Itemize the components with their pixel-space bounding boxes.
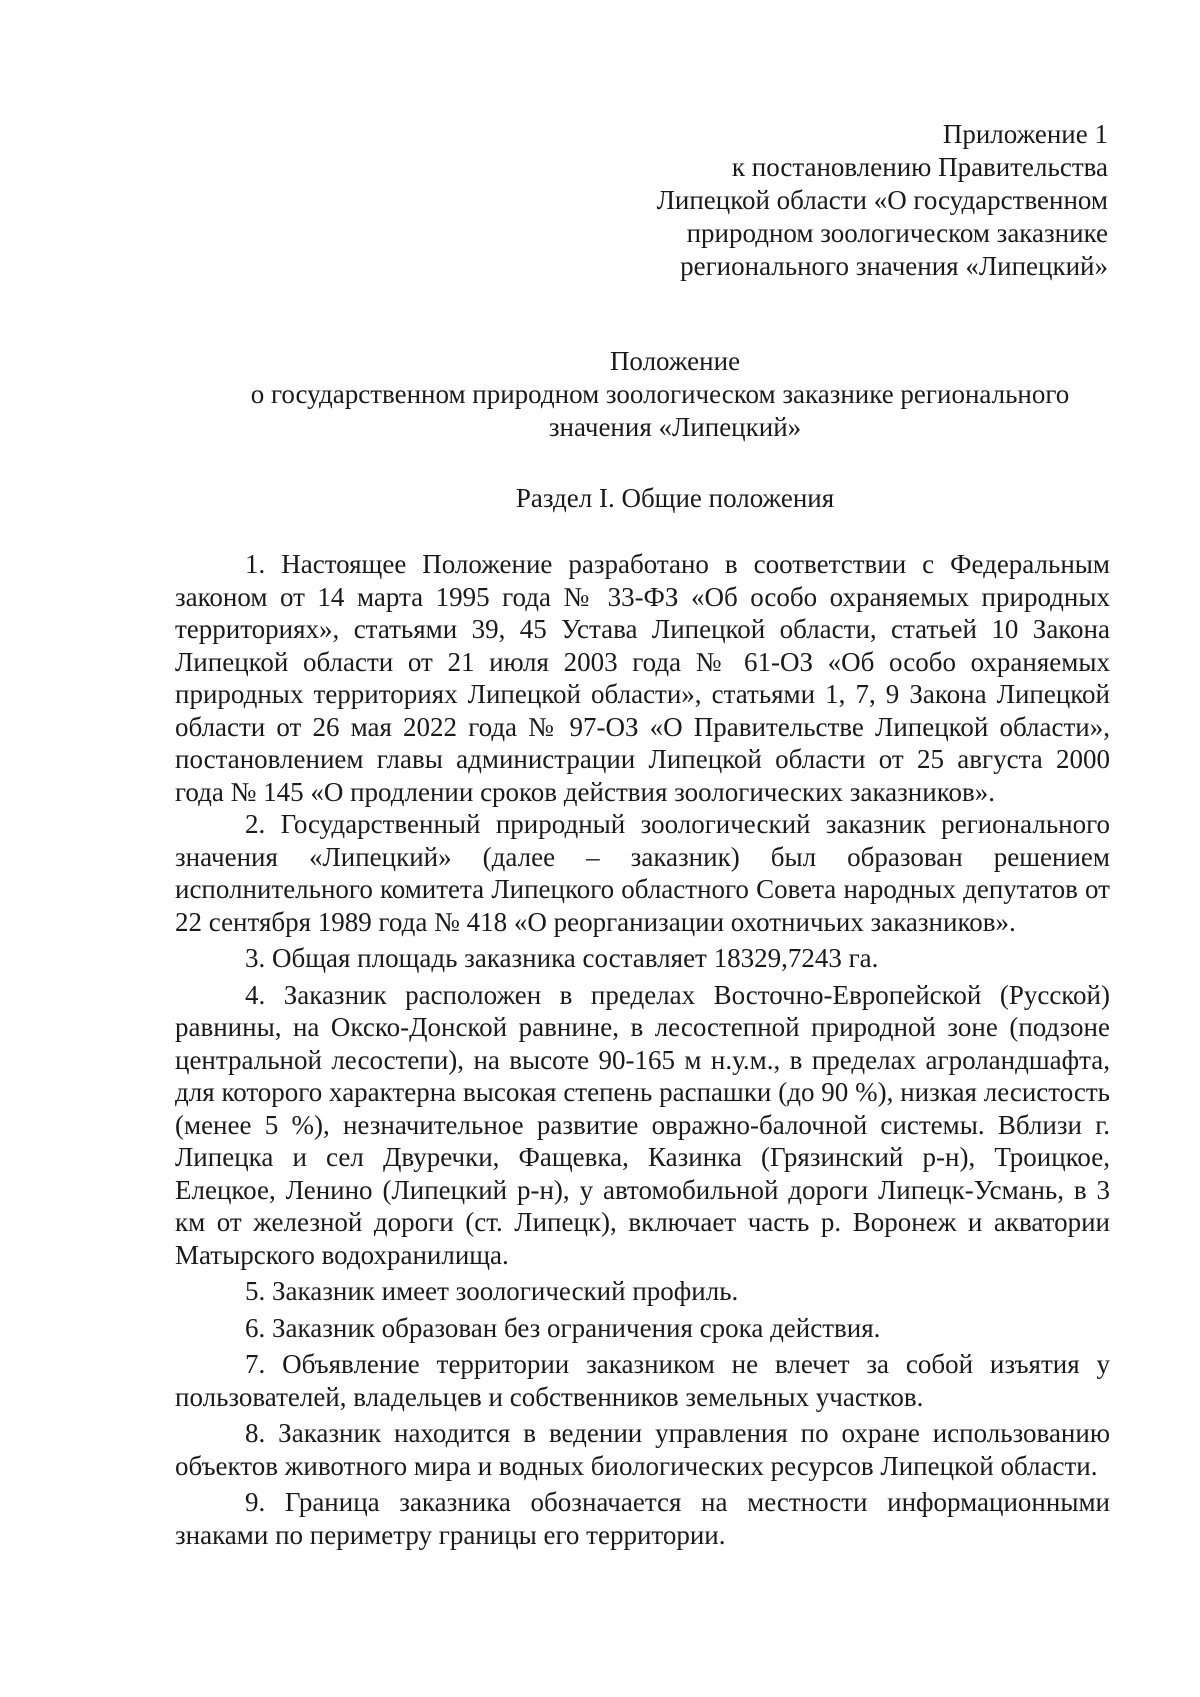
section-heading: Раздел I. Общие положения [515, 483, 835, 513]
paragraph-6: 6. Заказник образован без ограничения срока действия. [245, 1312, 881, 1343]
appendix-line-1: Приложение 1 [942, 119, 1108, 149]
document-title [0, 345, 1200, 444]
paragraph-8: 8. Заказник находится в ведении управления по охране использованию объектов животного мира и водных биологических ресурсов Липецкой области. [175, 1418, 1110, 1481]
appendix-line-4: природном зоологическом заказнике [686, 218, 1108, 248]
appendix-line-5: регионального значения «Липецкий» [680, 251, 1108, 281]
paragraph-2: 2. Государственный природный зоологический заказник регионального значения «Липецкий» (далее – заказник) был образован решением исполнительного комитета Липецкого областного Совета народных депутатов от 22 сентября 1989 года № 418 «О реорганизации охотничьих заказников». [175, 809, 1110, 937]
paragraph-5: 5. Заказник имеет зоологический профиль. [245, 1276, 739, 1306]
paragraph-9: 9. Граница заказника обозначается на местности информационными знаками по периметру границы его территории. [175, 1487, 1110, 1550]
title-line-1: Положение [609, 346, 741, 376]
appendix-line-3: Липецкой области «О государственном [656, 185, 1108, 215]
paragraph-7: 7. Объявление территории заказником не влечет за собой изъятия у пользователей, владельцев и собственников земельных участков. [175, 1349, 1110, 1412]
title-line-3: значения «Липецкий» [548, 412, 802, 442]
title-line-2: о государственном природном зоологическом заказнике регионального [250, 379, 1070, 409]
appendix-line-2: к постановлению Правительства [731, 152, 1108, 182]
paragraph-1: 1. Настоящее Положение разработано в соответствии с Федеральным законом от 14 марта 1995 года № 33-ФЗ «Об особо охраняемых природных территориях», статьями 39, 45 Устава Липецкой области, статьей 10 Закона Липецкой области от 21 июля 2003 года № 61-ОЗ «Об особо охраняемых природных территориях Липецкой области», статьями 1, 7, 9 Закона Липецкой области от 26 мая 2022 года № 97-ОЗ «О Правительстве Липецкой области», постановлением главы администрации Липецкой области от 25 августа 2000 года № 145 «О продлении сроков действия зоологических заказников». [175, 549, 1110, 807]
appendix-header [657, 118, 1108, 283]
paragraph-3: 3. Общая площадь заказника составляет 18329,7243 га. [245, 943, 879, 973]
paragraph-4: 4. Заказник расположен в пределах Восточно-Европейской (Русской) равнины, на Окско-Донской равнине, в лесостепной природной зоне (подзоне центральной лесостепи), на высоте 90-165 м н.у.м., в пределах агроландшафта, для которого характерна высокая степень распашки (до 90 %), низкая лесистость (менее 5 %), незначительное развитие овражно-балочной системы. Вблизи г. Липецка и сел Двуречки, Фащевка, Казинка (Грязинский р-н), Троицкое, Елецкое, Ленино (Липецкий р-н), у автомобильной дороги Липецк-Усмань, в 3 км от железной дороги (ст. Липецк), включает часть р. Воронеж и акватории Матырского водохранилища. [175, 979, 1110, 1270]
document-body [175, 548, 1110, 1551]
